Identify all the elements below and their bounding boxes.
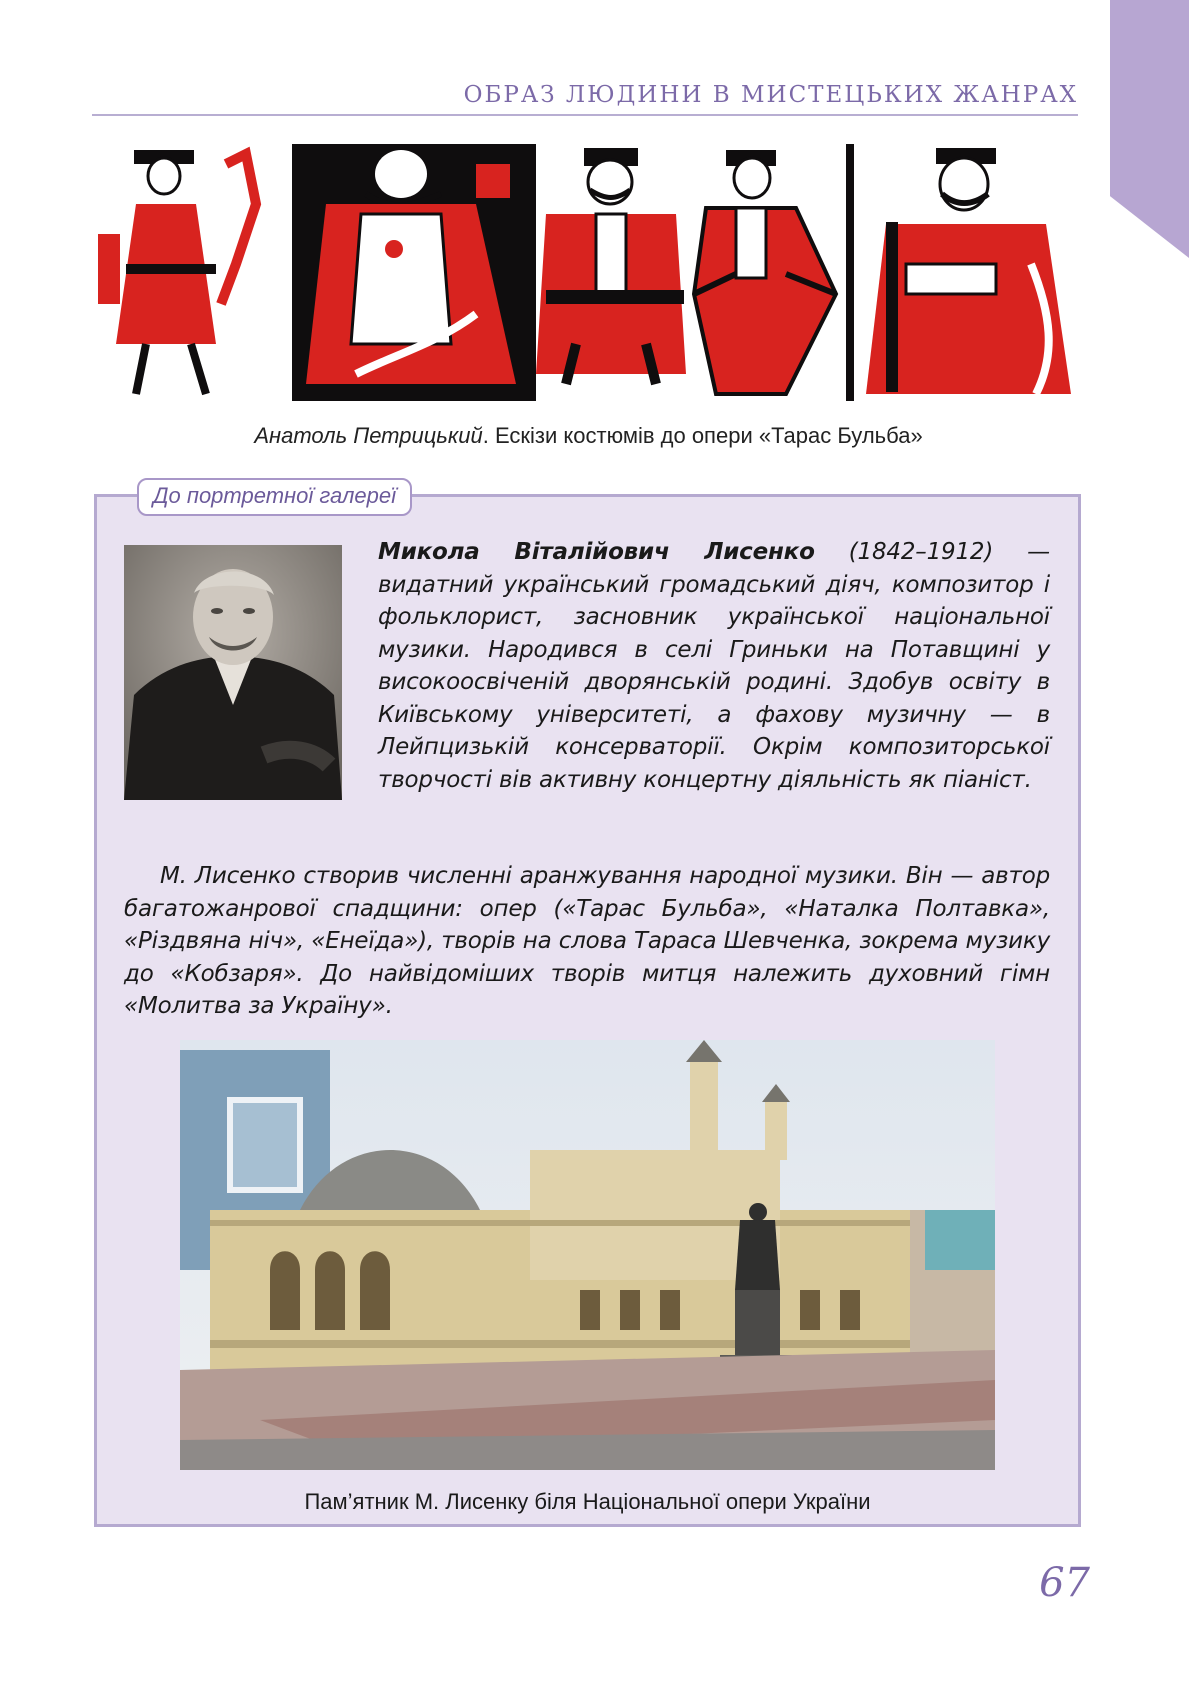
works-paragraph: М. Лисенко створив численні аранжування народної музики. Він — автор багатожанрової спадщини: опер («Тарас Бульба», «Наталка Полтавка», «Різдвяна ніч», «Енеїда»), творів на слова Тараса Шевченка, зокрема музику до «Кобзаря». До найвідоміших творів митця належить духовний гімн «Молитва за Україну». (124, 863, 1050, 1019)
biography-paragraph (378, 536, 1050, 796)
page-number: 67 (1039, 1560, 1090, 1606)
portrait-gallery-label: До портретної галереї (137, 478, 412, 516)
header-rule (92, 114, 1078, 116)
sketch-caption-text: . Ескізи костюмів до опери «Тарас Бульба» (482, 423, 923, 448)
sketch-caption (96, 423, 1081, 449)
sketch-caption-author: Анатоль Петрицький (254, 423, 483, 448)
biography-name: Микола Віталійович Лисенко (378, 539, 815, 565)
costume-sketches-illustration (96, 144, 1081, 401)
chapter-side-tab (1110, 0, 1189, 258)
portrait-photo-lysenko (124, 545, 342, 800)
biography-text: (1842–1912) — видатний український громадський діяч, композитор і фольклорист, засновник української національної музики. Народився в селі Гриньки на Потавщині у високоосвіченій дворянській родині. Здобув освіту в Київському університеті, а фахову музичну — в Лейпцизькій консерваторії. Окрім композиторської творчості вів активну концертну діяльність як піаніст. (378, 539, 1050, 793)
opera-photo-caption: Пам’ятник М. Лисенку біля Національної опери України (304, 1489, 871, 1514)
opera-house-monument-photo (180, 1040, 995, 1470)
running-header: ОБРАЗ ЛЮДИНИ В МИСТЕЦЬКИХ ЖАНРАХ (463, 82, 1078, 108)
